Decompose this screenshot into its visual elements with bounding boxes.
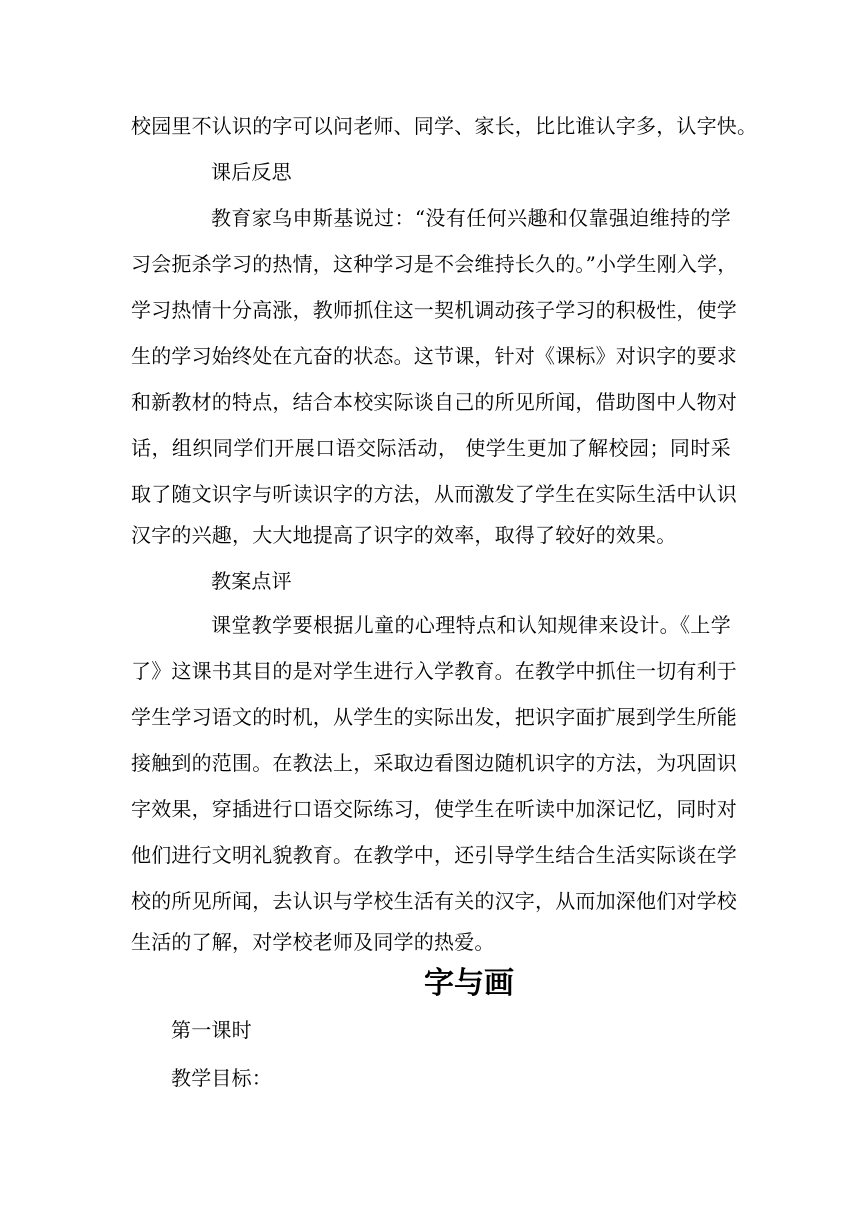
paragraph-line: 汉字的兴趣，大大地提高了识字的效率，取得了较好的效果。 xyxy=(131,523,677,547)
lesson-period: 第一课时 xyxy=(171,1018,252,1042)
paragraph-line: 课堂教学要根据儿童的心理特点和认知规律来设计。《上学 xyxy=(211,613,731,637)
paragraph-line: 生活的了解，对学校老师及同学的热爱。 xyxy=(131,930,495,954)
lesson-title: 字与画 xyxy=(424,966,514,1001)
paragraph-line: 校园里不认识的字可以问老师、同学、家长，比比谁认字多，认字快。 xyxy=(131,114,758,138)
paragraph-line: 话，组织同学们开展口语交际活动， 使学生更加了解校园；同时采 xyxy=(131,436,731,460)
section-heading-review: 教案点评 xyxy=(211,569,292,593)
section-heading-reflection: 课后反思 xyxy=(211,160,292,184)
objectives-label: 教学目标： xyxy=(171,1066,272,1090)
paragraph-line: 教育家乌申斯基说过：“没有任何兴趣和仅靠强迫维持的学 xyxy=(211,206,731,230)
paragraph-line: 习会扼杀学习的热情，这种学习是不会维持长久的。”小学生刚入学， xyxy=(131,252,738,276)
paragraph-line: 和新教材的特点，结合本校实际谈自己的所见所闻，借助图中人物对 xyxy=(131,390,737,414)
paragraph-line: 学习热情十分高涨，教师抓住这一契机调动孩子学习的积极性，使学 xyxy=(131,298,737,322)
paragraph-line: 学生学习语文的时机，从学生的实际出发，把识字面扩展到学生所能 xyxy=(131,705,737,729)
paragraph-line: 接触到的范围。在教法上，采取边看图边随机识字的方法，为巩固识 xyxy=(131,751,737,775)
paragraph-line: 取了随文识字与听读识字的方法，从而激发了学生在实际生活中认识 xyxy=(131,482,737,506)
paragraph-line: 校的所见所闻，去认识与学校生活有关的汉字，从而加深他们对学校 xyxy=(131,889,737,913)
paragraph-line: 生的学习始终处在亢奋的状态。这节课，针对《课标》对识字的要求 xyxy=(131,344,737,368)
paragraph-line: 了》这课书其目的是对学生进行入学教育。在教学中抓住一切有利于 xyxy=(131,659,737,683)
paragraph-line: 字效果，穿插进行口语交际练习，使学生在听读中加深记忆，同时对 xyxy=(131,797,737,821)
paragraph-line: 他们进行文明礼貌教育。在教学中，还引导学生结合生活实际谈在学 xyxy=(131,843,737,867)
